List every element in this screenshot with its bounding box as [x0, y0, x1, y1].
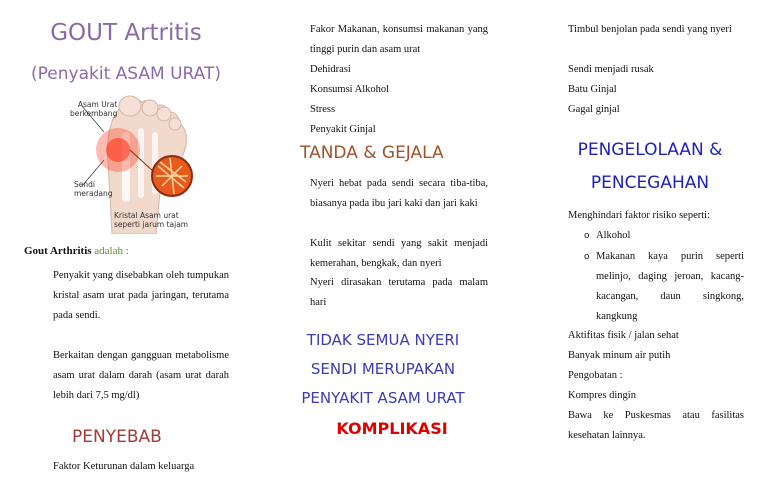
komplikasi-item-2: Sendi menjadi rusak	[568, 64, 654, 75]
risk-factor-item: o Makanan kaya purin seperti melinjo, daging jeroan, kacang-kacangan, daun singkong, kangkung	[568, 247, 744, 327]
komplikasi-item-4: Gagal ginjal	[568, 104, 620, 115]
notice-line-2: SENDI MERUPAKAN	[310, 360, 456, 378]
pengelolaan-intro: Menghindari faktor risiko seperti:	[568, 210, 711, 221]
definition-paragraph-2: Berkaitan dengan gangguan metabolisme asam urat dalam darah (asam urat darah lebih dari 7,5 mg/dl)	[53, 350, 229, 401]
pengelolaan-aktifitas: Aktifitas fisik / jalan sehat	[568, 330, 679, 341]
illustration-label-asam-urat: Asam Urat berkembang	[70, 100, 118, 118]
pengobatan-kompres: Kompres dingin	[568, 390, 636, 401]
notice-line-1: TIDAK SEMUA NYERI	[306, 331, 460, 349]
komplikasi-item-1: Timbul benjolan pada sendi yang nyeri	[568, 24, 732, 35]
page-title: GOUT Artritis	[50, 20, 202, 46]
penyebab-item-3: Dehidrasi	[310, 64, 351, 75]
definition-suffix: adalah :	[91, 245, 129, 257]
notice-line-3: PENYAKIT ASAM URAT	[301, 389, 465, 407]
pengelolaan-heading-line-1: PENGELOLAAN &	[577, 140, 723, 160]
tanda-item-3: Nyeri dirasakan terutama pada malam hari	[310, 277, 488, 308]
risk-factor-item: o Alkohol	[568, 226, 744, 246]
illustration-label-sendi: Sendi meradang	[74, 180, 113, 198]
tanda-item-2: Kulit sekitar sendi yang sakit menjadi kemerahan, bengkak, dan nyeri	[310, 238, 488, 269]
komplikasi-item-3: Batu Ginjal	[568, 84, 617, 95]
definition-heading	[24, 245, 129, 257]
definition-term: Gout Arthritis	[24, 245, 92, 257]
page-subtitle: (Penyakit ASAM URAT)	[31, 64, 221, 84]
illustration-label-kristal: Kristal Asam urat seperti jarum tajam	[114, 211, 189, 229]
penyebab-item-5: Stress	[310, 104, 336, 115]
penyebab-item-1: Faktor Keturunan dalam keluarga	[53, 461, 195, 472]
penyebab-item-6: Penyakit Ginjal	[310, 124, 376, 135]
gout-foot-illustration	[60, 92, 195, 234]
tanda-gejala-heading: TANDA & GEJALA	[300, 143, 444, 163]
definition-paragraph-1: Penyakit yang disebabkan oleh tumpukan kristal asam urat pada jaringan, terutama pada sendi.	[53, 270, 229, 321]
pengelolaan-heading-line-2: PENCEGAHAN	[590, 173, 710, 193]
pengelolaan-minum: Banyak minum air putih	[568, 350, 671, 361]
tanda-item-1: Nyeri hebat pada sendi secara tiba-tiba, biasanya pada ibu jari kaki dan jari kaki	[310, 178, 488, 209]
komplikasi-heading: KOMPLIKASI	[336, 419, 448, 438]
penyebab-heading: PENYEBAB	[72, 427, 162, 447]
penyebab-item-4: Konsumsi Alkohol	[310, 84, 390, 95]
pengobatan-bawa: Bawa ke Puskesmas atau fasilitas kesehatan lainnya.	[568, 410, 744, 441]
pengobatan-label: Pengobatan :	[568, 370, 623, 381]
risk-factor-list	[568, 226, 744, 327]
penyebab-item-2: Fakor Makanan, konsumsi makanan yang tinggi purin dan asam urat	[310, 24, 488, 55]
